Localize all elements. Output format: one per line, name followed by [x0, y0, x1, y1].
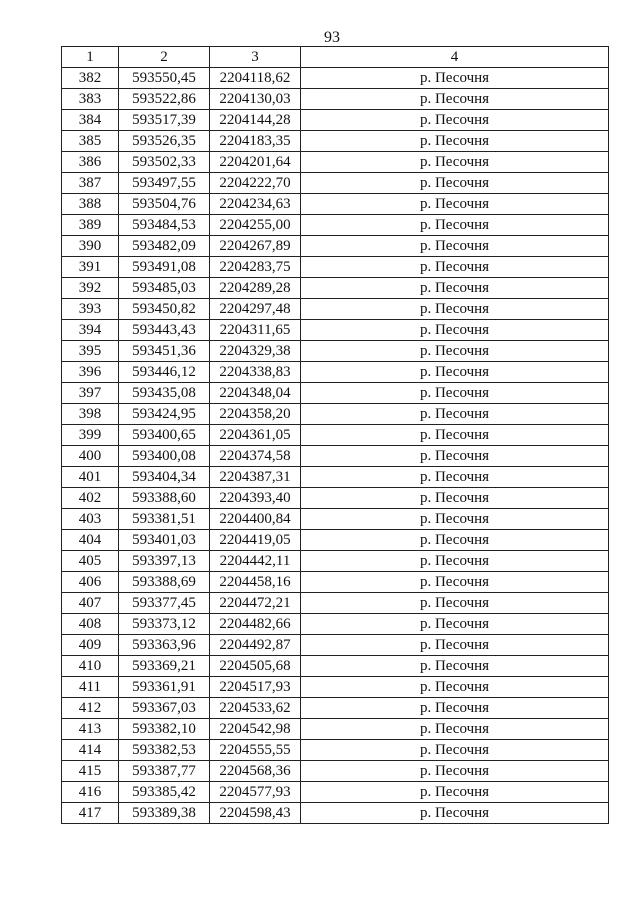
table-row: [62, 761, 609, 782]
x-coordinate-cell: 593369,21: [119, 656, 210, 677]
x-coordinate-cell: 593377,45: [119, 593, 210, 614]
table-row: [62, 320, 609, 341]
point-number-cell: 399: [62, 425, 119, 446]
table-row: [62, 362, 609, 383]
table-row: [62, 131, 609, 152]
description-cell: р. Песочня: [301, 509, 609, 530]
point-number-cell: 392: [62, 278, 119, 299]
table-header: [62, 47, 609, 68]
description-cell: р. Песочня: [301, 740, 609, 761]
x-coordinate-cell: 593526,35: [119, 131, 210, 152]
point-number-cell: 406: [62, 572, 119, 593]
table-row: [62, 656, 609, 677]
table-row: [62, 383, 609, 404]
table-row: [62, 173, 609, 194]
description-cell: р. Песочня: [301, 320, 609, 341]
description-cell: р. Песочня: [301, 572, 609, 593]
description-cell: р. Песочня: [301, 299, 609, 320]
x-coordinate-cell: 593450,82: [119, 299, 210, 320]
description-cell: р. Песочня: [301, 593, 609, 614]
x-coordinate-cell: 593401,03: [119, 530, 210, 551]
table-row: [62, 299, 609, 320]
table-row: [62, 425, 609, 446]
table-row: [62, 572, 609, 593]
table-row: [62, 614, 609, 635]
y-coordinate-cell: 2204442,11: [210, 551, 301, 572]
table-row: [62, 194, 609, 215]
x-coordinate-cell: 593443,43: [119, 320, 210, 341]
y-coordinate-cell: 2204222,70: [210, 173, 301, 194]
point-number-cell: 415: [62, 761, 119, 782]
point-number-cell: 417: [62, 803, 119, 824]
x-coordinate-cell: 593502,33: [119, 152, 210, 173]
description-cell: р. Песочня: [301, 761, 609, 782]
x-coordinate-cell: 593387,77: [119, 761, 210, 782]
description-cell: р. Песочня: [301, 278, 609, 299]
x-coordinate-cell: 593389,38: [119, 803, 210, 824]
table-row: [62, 68, 609, 89]
point-number-cell: 382: [62, 68, 119, 89]
point-number-cell: 411: [62, 677, 119, 698]
point-number-cell: 414: [62, 740, 119, 761]
y-coordinate-cell: 2204555,55: [210, 740, 301, 761]
description-cell: р. Песочня: [301, 488, 609, 509]
table-row: [62, 488, 609, 509]
y-coordinate-cell: 2204568,36: [210, 761, 301, 782]
y-coordinate-cell: 2204311,65: [210, 320, 301, 341]
point-number-cell: 408: [62, 614, 119, 635]
point-number-cell: 401: [62, 467, 119, 488]
point-number-cell: 402: [62, 488, 119, 509]
description-cell: р. Песочня: [301, 68, 609, 89]
x-coordinate-cell: 593504,76: [119, 194, 210, 215]
x-coordinate-cell: 593497,55: [119, 173, 210, 194]
table-row: [62, 215, 609, 236]
header-row: [62, 47, 609, 68]
description-cell: р. Песочня: [301, 236, 609, 257]
y-coordinate-cell: 2204482,66: [210, 614, 301, 635]
description-cell: р. Песочня: [301, 530, 609, 551]
table-row: [62, 677, 609, 698]
y-coordinate-cell: 2204374,58: [210, 446, 301, 467]
y-coordinate-cell: 2204348,04: [210, 383, 301, 404]
point-number-cell: 409: [62, 635, 119, 656]
table-row: [62, 257, 609, 278]
description-cell: р. Песочня: [301, 404, 609, 425]
table-row: [62, 152, 609, 173]
y-coordinate-cell: 2204577,93: [210, 782, 301, 803]
description-cell: р. Песочня: [301, 551, 609, 572]
table-body: [62, 68, 609, 824]
description-cell: р. Песочня: [301, 719, 609, 740]
point-number-cell: 384: [62, 110, 119, 131]
x-coordinate-cell: 593388,60: [119, 488, 210, 509]
table-row: [62, 698, 609, 719]
y-coordinate-cell: 2204144,28: [210, 110, 301, 131]
x-coordinate-cell: 593485,03: [119, 278, 210, 299]
point-number-cell: 407: [62, 593, 119, 614]
table-row: [62, 551, 609, 572]
y-coordinate-cell: 2204234,63: [210, 194, 301, 215]
y-coordinate-cell: 2204289,28: [210, 278, 301, 299]
y-coordinate-cell: 2204472,21: [210, 593, 301, 614]
point-number-cell: 391: [62, 257, 119, 278]
y-coordinate-cell: 2204542,98: [210, 719, 301, 740]
x-coordinate-cell: 593517,39: [119, 110, 210, 131]
point-number-cell: 396: [62, 362, 119, 383]
description-cell: р. Песочня: [301, 173, 609, 194]
description-cell: р. Песочня: [301, 446, 609, 467]
description-cell: р. Песочня: [301, 257, 609, 278]
point-number-cell: 394: [62, 320, 119, 341]
y-coordinate-cell: 2204183,35: [210, 131, 301, 152]
table-row: [62, 404, 609, 425]
header-col-2: 2: [119, 47, 210, 68]
description-cell: р. Песочня: [301, 677, 609, 698]
coordinates-table: [61, 46, 609, 824]
description-cell: р. Песочня: [301, 656, 609, 677]
table-row: [62, 635, 609, 656]
x-coordinate-cell: 593435,08: [119, 383, 210, 404]
x-coordinate-cell: 593550,45: [119, 68, 210, 89]
table-row: [62, 446, 609, 467]
point-number-cell: 410: [62, 656, 119, 677]
header-col-4: 4: [301, 47, 609, 68]
point-number-cell: 400: [62, 446, 119, 467]
point-number-cell: 385: [62, 131, 119, 152]
description-cell: р. Песочня: [301, 89, 609, 110]
y-coordinate-cell: 2204267,89: [210, 236, 301, 257]
description-cell: р. Песочня: [301, 131, 609, 152]
y-coordinate-cell: 2204400,84: [210, 509, 301, 530]
x-coordinate-cell: 593446,12: [119, 362, 210, 383]
y-coordinate-cell: 2204118,62: [210, 68, 301, 89]
table-row: [62, 740, 609, 761]
table-row: [62, 719, 609, 740]
y-coordinate-cell: 2204297,48: [210, 299, 301, 320]
x-coordinate-cell: 593367,03: [119, 698, 210, 719]
x-coordinate-cell: 593381,51: [119, 509, 210, 530]
description-cell: р. Песочня: [301, 698, 609, 719]
x-coordinate-cell: 593385,42: [119, 782, 210, 803]
y-coordinate-cell: 2204130,03: [210, 89, 301, 110]
description-cell: р. Песочня: [301, 467, 609, 488]
x-coordinate-cell: 593491,08: [119, 257, 210, 278]
point-number-cell: 405: [62, 551, 119, 572]
y-coordinate-cell: 2204492,87: [210, 635, 301, 656]
y-coordinate-cell: 2204338,83: [210, 362, 301, 383]
description-cell: р. Песочня: [301, 362, 609, 383]
table-row: [62, 89, 609, 110]
description-cell: р. Песочня: [301, 803, 609, 824]
x-coordinate-cell: 593382,10: [119, 719, 210, 740]
x-coordinate-cell: 593451,36: [119, 341, 210, 362]
y-coordinate-cell: 2204393,40: [210, 488, 301, 509]
y-coordinate-cell: 2204533,62: [210, 698, 301, 719]
point-number-cell: 403: [62, 509, 119, 530]
table-row: [62, 782, 609, 803]
description-cell: р. Песочня: [301, 782, 609, 803]
y-coordinate-cell: 2204283,75: [210, 257, 301, 278]
y-coordinate-cell: 2204358,20: [210, 404, 301, 425]
x-coordinate-cell: 593400,65: [119, 425, 210, 446]
point-number-cell: 389: [62, 215, 119, 236]
table-row: [62, 530, 609, 551]
description-cell: р. Песочня: [301, 383, 609, 404]
point-number-cell: 413: [62, 719, 119, 740]
x-coordinate-cell: 593397,13: [119, 551, 210, 572]
x-coordinate-cell: 593404,34: [119, 467, 210, 488]
description-cell: р. Песочня: [301, 341, 609, 362]
point-number-cell: 393: [62, 299, 119, 320]
description-cell: р. Песочня: [301, 635, 609, 656]
header-col-3: 3: [210, 47, 301, 68]
y-coordinate-cell: 2204458,16: [210, 572, 301, 593]
point-number-cell: 397: [62, 383, 119, 404]
table-row: [62, 593, 609, 614]
y-coordinate-cell: 2204598,43: [210, 803, 301, 824]
table-row: [62, 803, 609, 824]
y-coordinate-cell: 2204361,05: [210, 425, 301, 446]
table-row: [62, 278, 609, 299]
description-cell: р. Песочня: [301, 110, 609, 131]
table-row: [62, 341, 609, 362]
x-coordinate-cell: 593522,86: [119, 89, 210, 110]
page-number: 93: [324, 29, 340, 46]
point-number-cell: 386: [62, 152, 119, 173]
description-cell: р. Песочня: [301, 152, 609, 173]
point-number-cell: 416: [62, 782, 119, 803]
x-coordinate-cell: 593482,09: [119, 236, 210, 257]
x-coordinate-cell: 593363,96: [119, 635, 210, 656]
y-coordinate-cell: 2204517,93: [210, 677, 301, 698]
y-coordinate-cell: 2204387,31: [210, 467, 301, 488]
x-coordinate-cell: 593382,53: [119, 740, 210, 761]
header-col-1: 1: [62, 47, 119, 68]
x-coordinate-cell: 593484,53: [119, 215, 210, 236]
table-row: [62, 467, 609, 488]
table-row: [62, 110, 609, 131]
y-coordinate-cell: 2204255,00: [210, 215, 301, 236]
point-number-cell: 383: [62, 89, 119, 110]
point-number-cell: 404: [62, 530, 119, 551]
x-coordinate-cell: 593388,69: [119, 572, 210, 593]
table-row: [62, 236, 609, 257]
x-coordinate-cell: 593373,12: [119, 614, 210, 635]
description-cell: р. Песочня: [301, 614, 609, 635]
description-cell: р. Песочня: [301, 425, 609, 446]
x-coordinate-cell: 593400,08: [119, 446, 210, 467]
x-coordinate-cell: 593424,95: [119, 404, 210, 425]
point-number-cell: 390: [62, 236, 119, 257]
point-number-cell: 398: [62, 404, 119, 425]
point-number-cell: 387: [62, 173, 119, 194]
y-coordinate-cell: 2204329,38: [210, 341, 301, 362]
y-coordinate-cell: 2204505,68: [210, 656, 301, 677]
point-number-cell: 395: [62, 341, 119, 362]
table-row: [62, 509, 609, 530]
y-coordinate-cell: 2204201,64: [210, 152, 301, 173]
description-cell: р. Песочня: [301, 215, 609, 236]
y-coordinate-cell: 2204419,05: [210, 530, 301, 551]
description-cell: р. Песочня: [301, 194, 609, 215]
x-coordinate-cell: 593361,91: [119, 677, 210, 698]
point-number-cell: 388: [62, 194, 119, 215]
point-number-cell: 412: [62, 698, 119, 719]
